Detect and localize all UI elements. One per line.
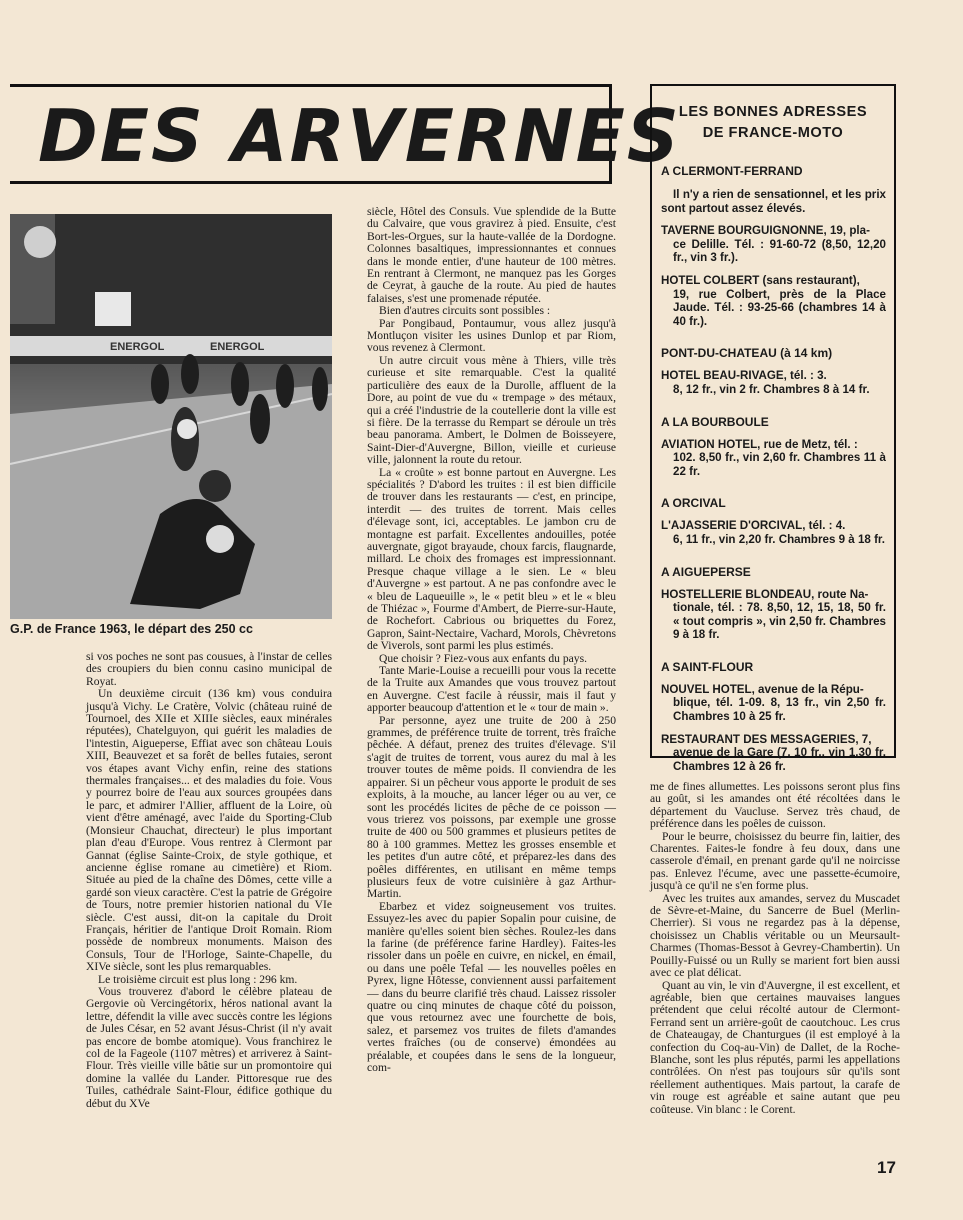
sidebar-section-heading: A CLERMONT-FERRAND [661, 164, 803, 178]
race-photo-illustration [10, 214, 332, 619]
address-entry-details: blique, tél. 1-09. 8, 13 fr., vin 2,50 fr. Chambres 10 à 25 fr. [673, 696, 886, 724]
paragraph: Le troisième circuit est plus long : 296 km. [98, 972, 298, 986]
address-entry-first-line: HOSTELLERIE BLONDEAU, route Na- [661, 587, 869, 601]
address-entry-details: 102. 8,50 fr., vin 2,60 fr. Chambres 11 à 22 fr. [673, 451, 886, 478]
paragraph: Bien d'autres circuits sont possibles : [379, 304, 551, 318]
address-entry-details: 8, 12 fr., vin 2 fr. Chambres 8 à 14 fr. [673, 382, 870, 396]
article-column-1 [86, 651, 332, 1186]
address-entry-first-line: NOUVEL HOTEL, avenue de la Répu- [661, 682, 864, 696]
article-title: DES ARVERNES [38, 94, 681, 178]
address-entry [661, 733, 886, 774]
paragraph: Pour le beurre, choisissez du beurre fin, laitier, des Charentes. Faites-le fondre à feu doux, dans une casserole d'émail, en prenant garde qu'il ne noircisse pas. Enlevez l'écume, avec une passette-écumoire, jusqu'à ce qu'il ne s'en forme plus. [650, 829, 900, 893]
address-entry-details: tionale, tél. : 78. 8,50, 12, 15, 18, 50 fr. « tout compris », vin 2,50 fr. Chambres 9 à 18 fr. [673, 601, 886, 642]
advertising-banner [10, 336, 332, 356]
bp-sign-left [24, 226, 56, 258]
address-entry [661, 588, 886, 642]
address-entry [661, 224, 886, 265]
paragraph: Quant au vin, le vin d'Auvergne, il est excellent, et agréable, bien que certaines mauvaises langues prétendent que celui récolté autour de Clermont-Ferrand sent un arrière-goût de caoutchouc. Les crus de Chateaugay, de Chanturgues (il est employé à la confection du Coq-au-Vin) de Dallet, de la Roche-Blanche, sont les plus réputés, parmi les appellations contrôlées. On n'est pas toujours sûr qu'ils sont réellement authentiques. Mais partout, la carafe de vin rouge est agréable et saine autant que peu coûteuse. Vin blanc : le Corent. [650, 978, 900, 1116]
address-entry-first-line: TAVERNE BOURGUIGNONNE, 19, pla- [661, 224, 870, 238]
paragraph: Par personne, ayez une truite de 200 à 250 grammes, de préférence truite de torrent, très fraîche pêchée. A défaut, prenez des truites d'élevage. S'il s'agit de truites de torrent, vous aurez du mal à les trouver toutes de même poids. Il conviendra de les appairer. Si un pêcheur vous apporte le produit de ses exploits, à la mouche, au lancer léger ou au ver, ce sont les procédés licites de pêche de ce poisson — vous trierez vos poissons, par exemple une grosse truite de 400 ou 500 grammes et plusieurs petites de 80 à 100 grammes. Mettez les grosses ensemble et les petites d'un autre côté, et préparez-les dans des poêles différentes, en utilisant en même temps plusieurs feux de votre cuisinière à gaz Arthur-Martin. [367, 713, 616, 901]
bp-sign-center [95, 292, 131, 326]
paragraph: siècle, Hôtel des Consuls. Vue splendide de la Butte du Calvaire, que vous gravirez à pied. Ensuite, c'est Bort-les-Orgues, sur la haute-vallée de la Dordogne. Colonnes basaltiques, impressionnantes et connues dans le monde entier, d'une hauteur de 100 mètres. En rentrant à Clermont, ne manquez pas les Gorges de Ceyrat, à gauche de la route. Au pied de hautes falaises, s'est une promenade réputée. [367, 205, 616, 305]
paragraph: si vos poches ne sont pas cousues, à l'instar de celles des croupiers du bien connu casino municipal de Royat. [86, 650, 332, 688]
paragraph: Ebarbez et videz soigneusement vos truites. Essuyez-les avec du papier Sopalin pour cuisine, de manière qu'elles soient bien sèches. Roulez-les dans la farine (de préférence farine Hardley). Faites-les rissoler dans un poêle en cuivre, en nickel, en émail, ou dans une poêle Tefal — les nouvelles poêles en Pyrex, ligne Hôtesse, conviennent aussi parfaitement — dans du beurre clarifié très chaud. Laissez rissoler quatre ou cinq minutes de chaque côté du poisson, que vous retournez avec une fourchette de bois, salez, et parsemez vos truites de filets d'amandes vertes fraîches (ou de conserve) émondées au préalable, et coupées dans le sens de la longueur, com- [367, 899, 616, 1075]
rider-foreground-number [206, 525, 234, 553]
sidebar-title-line-1: LES BONNES ADRESSES [678, 104, 868, 120]
paragraph: La « croûte » est bonne partout en Auvergne. Les spécialités ? D'abord les truites : il est bien difficile de trouver dans les restaurants — c'est, en principe, interdit — des truites de torrent. Mais celles d'élevage sont, ici, acceptables. Le jambon cru de montagne est parfait. Excellentes andouilles, potée auvergnate, gigot brayaude, choux farcis, flaugnarde, millard. Le choix des fromages est impressionnant. Presque chaque village a le sien. Le « bleu d'Auvergne » est partout. A ne pas confondre avec le « bleu de Laqueuille », le « petit bleu » et le « bleu de Thiézac », Fourme d'Ambert, de Pierre-sur-Haute, de Rochefort. Cabrious ou briquettes du Forez, Gapron, Saint-Nectaire, Vachard, Morols, Chèvretons de Viverols, sont parmi les plus estimés. [367, 465, 616, 653]
article-column-3 [650, 781, 900, 1181]
paragraph: Vous trouverez d'abord le célèbre plateau de Gergovie où Vercingétorix, héros national avant la lettre, défendit la ville avec succès contre les légions de Jules César, en 52 avant Jésus-Christ (il n'y avait pas encore de bombe atomique). Vous franchirez le col de la Fageole (1107 mètres) et arriverez à Saint-Flour. Très vieille ville bâtie sur un promontoire qui domine la vallée du Lander. Pittoresque rue des Tuiles, cathédrale Saint-Flour, édifice gothique du début du XVe [86, 984, 332, 1110]
sidebar-section-heading: A ORCIVAL [661, 496, 726, 511]
address-entry-first-line: HOTEL BEAU-RIVAGE, tél. : 3. [661, 369, 827, 383]
title-box [10, 84, 681, 184]
sidebar-section-heading: A SAINT-FLOUR [661, 659, 754, 674]
rider-middle [171, 407, 199, 471]
rider-middle-number [177, 419, 197, 439]
sidebar-section-heading: A AIGUEPERSE [661, 564, 751, 579]
address-entry-first-line: L'AJASSERIE D'ORCIVAL, tél. : 4. [661, 519, 846, 533]
page-number: 17 [877, 1158, 896, 1177]
rider-helmet [199, 470, 231, 502]
article-column-2 [367, 206, 616, 1188]
banner-text-2: ENERGOL [210, 341, 265, 353]
sidebar-title [656, 102, 890, 144]
paragraph: Un deuxième circuit (136 km) vous conduira jusqu'à Vichy. Le Cratère, Volvic (château ruiné de Tournoel, des XIIe et XIIIe siècles, eaux minérales réputées), Chatelguyon, qui guérit les maladies de l'intestin, Aigueperse, Effiat avec son château Louis XIII, Beauvezet et sa forêt de belles futaies, seront vos étapes avant Vichy enfin, reine des stations thermales françaises... et des maladies du foie. Vous y pourrez boire de l'eau aux sources groupées dans le parc, et admirer l'Allier, affluent de la Loire, où vient d'être aménagé, avec l'aide du Sporting-Club (Monsieur Chauchat, directeur) le plus important plan d'eau d'Europe. Vous rentrez à Clermont par Gannat (église Sainte-Croix, de style gothique, et ancienne église romane au cimetière) et Riom. Située au pied de la chaîne des Dômes, cette ville a gardé son vieux caractère. C'est la patrie de Grégoire de Tours, notre premier historien national du VIe siècle. C'est aussi, dit-on la capitale du Droit Français, héritier de l'antique Droit Romain. Riom possède de nombreux monuments. Maison des Consuls, Tour de l'Horloge, Sainte-Chapelle, du XIVe siècle, sont les plus remarquables. [86, 687, 332, 974]
paragraph: Tante Marie-Louise a recueilli pour vous la recette de la Truite aux Amandes que vous trouvez partout en Auvergne. C'est facile à réussir, mais il faut y apporter beaucoup d'attention et le « tour de main ». [367, 664, 616, 715]
address-entry-details: 6, 11 fr., vin 2,20 fr. Chambres 9 à 18 fr. [673, 532, 886, 546]
address-entry [661, 519, 886, 546]
sidebar-section-heading: A LA BOURBOULE [661, 414, 769, 429]
address-entry [661, 274, 886, 328]
paragraph: Avec les truites aux amandes, servez du Muscadet de Sèvre-et-Maine, du Sancerre de Buel (Merlin-Cherrier). Si vous ne regardez pas à la dépense, choisissez un Chablis véritable ou un Meursault-Charmes (Thomas-Bessot à Gevrey-Chambertin). Un Pouilly-Fuissé ou un Rully se marient fort bien aussi avec ce plat délicat. [650, 891, 900, 980]
address-entry-first-line: AVIATION HOTEL, rue de Metz, tél. : [661, 437, 858, 451]
sidebar-intro: Il n'y a rien de sensationnel, et les prix sont partout assez élevés. [661, 188, 886, 215]
address-entry [661, 438, 886, 479]
paragraph: Un autre circuit vous mène à Thiers, ville très curieuse et site remarquable. C'est la qualité particulière des eaux de la Durolle, affluent de la Dore, au point de vue du « trempage » des métaux, qui a créé l'industrie de la coutellerie dont la ville est si fière. De la terrasse du Rempart se déroule un très beau panorama. Ambert, le Dolmen de Boisseyere, Saint-Dier-d'Auvergne, Billon, vieille et curieuse ville, jalonnent la route du retour. [367, 353, 616, 467]
addresses-sidebar [650, 84, 896, 773]
paragraph: Que choisir ? Fiez-vous aux enfants du pays. [379, 651, 587, 665]
address-entry [661, 683, 886, 724]
race-photo [10, 214, 332, 619]
sidebar-section-heading: PONT-DU-CHATEAU (à 14 km) [661, 346, 833, 361]
address-entry-first-line: HOTEL COLBERT (sans restaurant), [661, 273, 860, 287]
address-entry [661, 369, 886, 396]
address-entry-details: ce Delille. Tél. : 91-60-72 (8,50, 12,20 fr., vin 3 fr.). [673, 237, 886, 265]
address-entry-details: avenue de la Gare (7, 10 fr., vin 1,30 fr. Chambres 12 à 26 fr. [673, 746, 886, 773]
address-entry-details: 19, rue Colbert, près de la Place Jaude. Tél. : 93-25-66 (chambres 14 à 40 fr.). [673, 287, 886, 328]
sidebar-title-line-2: DE FRANCE-MOTO [702, 125, 844, 141]
address-entry-first-line: RESTAURANT DES MESSAGERIES, 7, [661, 732, 872, 746]
paragraph: Par Pongibaud, Pontaumur, vous allez jusqu'à Montluçon visiter les usines Dunlop et par Riom, vous revenez à Clermont. [367, 316, 616, 355]
banner-text: ENERGOL [110, 341, 165, 353]
paragraph: me de fines allumettes. Les poissons seront plus fins au goût, si les amandes ont été récoltées dans le département du Vaucluse. Servez très chaud, de préférence dans les poêles de cuisson. [650, 780, 900, 831]
photo-caption: G.P. de France 1963, le départ des 250 cc [10, 622, 253, 636]
